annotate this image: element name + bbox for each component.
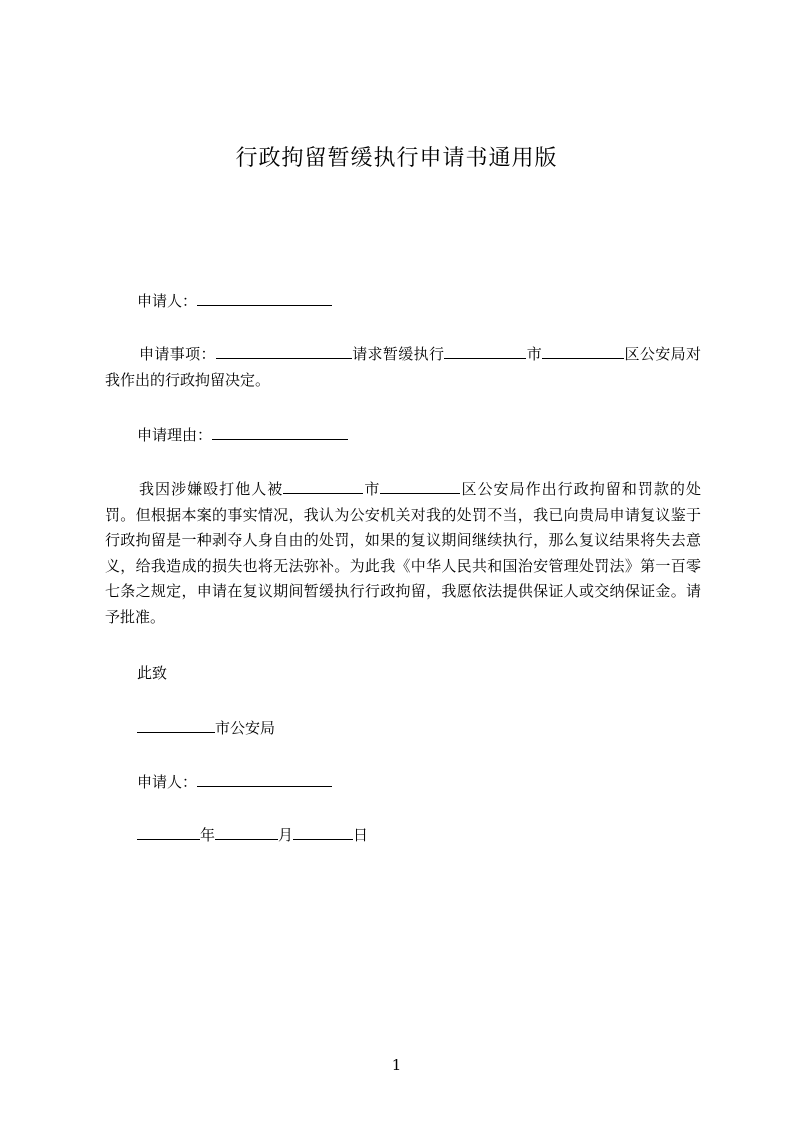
recipient-line xyxy=(137,717,275,738)
body-text-intro: 我因涉嫌殴打他人被 xyxy=(139,480,284,498)
matter-label: 申请事项： xyxy=(139,345,216,363)
matter-paragraph xyxy=(105,342,701,393)
recipient-blank[interactable] xyxy=(137,717,215,733)
matter-city-label: 市 xyxy=(526,345,543,363)
signature-label: 申请人： xyxy=(137,773,198,791)
body-text-main: 区公安局作出行政拘留和罚款的处罚。但根据本案的事实情况，我认为公安机关对我的处罚不当，我已向贵局申请复议鉴于行政拘留是一种剥夺人身自由的处罚，如果的复议期间继续执行，那么复议结果将失去意义，给我造成的损失也将无法弥补。为此我《中华人民共和国治安管理处罚法》第一百零七条之规定，申请在复议期间暂缓执行行政拘留，我愿依法提供保证人或交纳保证金。请予批准。 xyxy=(105,480,701,626)
body-city-blank[interactable] xyxy=(283,478,363,494)
applicant-blank[interactable] xyxy=(197,290,332,306)
applicant-label: 申请人： xyxy=(137,292,198,310)
month-blank[interactable] xyxy=(215,824,278,840)
matter-text-request: 请求暂缓执行 xyxy=(351,345,445,363)
day-label: 日 xyxy=(353,826,369,844)
matter-district-label: 区公安局 xyxy=(624,345,686,363)
matter-city-blank[interactable] xyxy=(444,343,526,359)
year-label: 年 xyxy=(200,826,216,844)
matter-blank[interactable] xyxy=(216,343,352,359)
matter-text-decision: 对我作出的行政拘留决定。 xyxy=(105,345,701,389)
body-district-blank[interactable] xyxy=(380,478,460,494)
body-city-label: 市 xyxy=(363,480,381,498)
salutation: 此致 xyxy=(137,664,168,682)
signature-line xyxy=(137,771,332,792)
recipient-label: 市公安局 xyxy=(215,719,276,737)
signature-blank[interactable] xyxy=(197,771,332,787)
page-number: 1 xyxy=(391,1056,402,1074)
reason-label: 申请理由： xyxy=(137,426,213,444)
body-paragraph xyxy=(105,477,701,630)
year-blank[interactable] xyxy=(137,824,200,840)
date-line xyxy=(137,824,368,845)
day-blank[interactable] xyxy=(293,824,353,840)
matter-district-blank[interactable] xyxy=(542,343,624,359)
document-title: 行政拘留暂缓执行申请书通用版 xyxy=(235,146,558,171)
month-label: 月 xyxy=(278,826,294,844)
reason-blank[interactable] xyxy=(212,424,348,440)
reason-line xyxy=(137,424,348,445)
applicant-line xyxy=(137,290,332,311)
